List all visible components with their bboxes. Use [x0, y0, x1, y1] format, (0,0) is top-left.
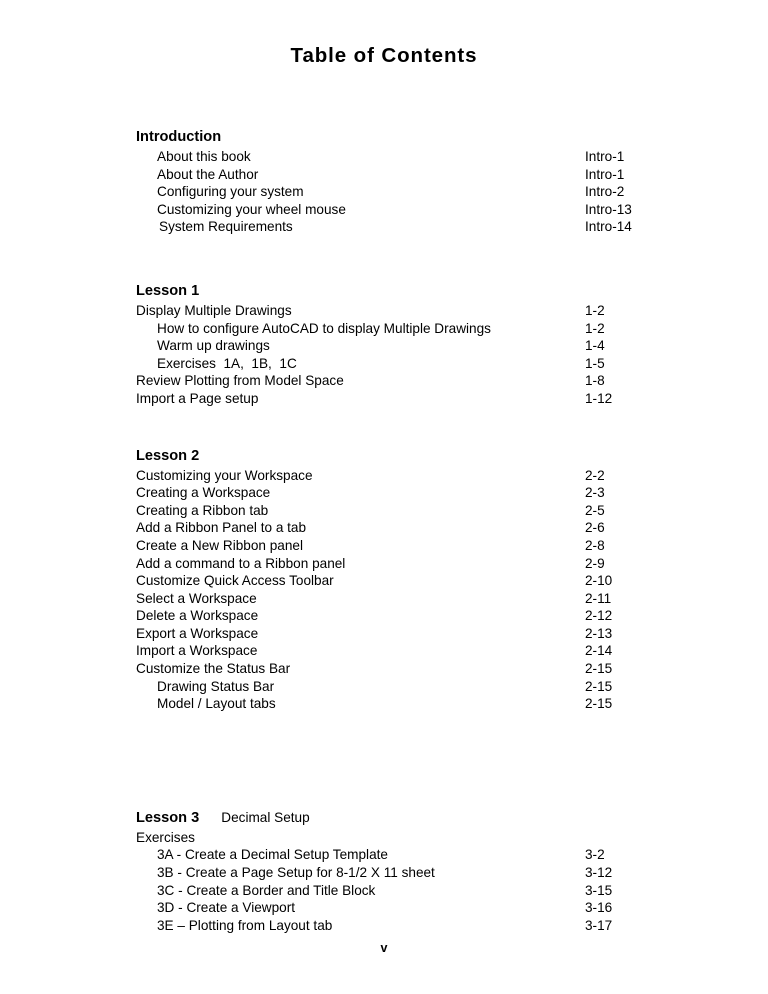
toc-entry-page-number: 2-15: [585, 661, 613, 677]
toc-entry-label: Add a Ribbon Panel to a tab: [136, 520, 307, 536]
toc-entry-page-number: 2-3: [585, 485, 605, 501]
toc-entry-label: 3B - Create a Page Setup for 8-1/2 X 11 sheet: [157, 865, 435, 881]
toc-entry[interactable]: [136, 218, 656, 236]
toc-entry-label: Export a Workspace: [136, 625, 259, 641]
toc-entry-page-number: 3-15: [585, 882, 613, 898]
toc-entry[interactable]: [136, 864, 656, 882]
toc-entry-label: Warm up drawings: [157, 338, 270, 354]
toc-entry-label: How to configure AutoCAD to display Multiple Drawings: [157, 320, 491, 336]
section-spacer: [136, 408, 656, 447]
toc-entry[interactable]: [136, 660, 656, 678]
toc-section: [136, 128, 656, 236]
toc-entry[interactable]: [136, 372, 656, 390]
section-heading-label: Lesson 3: [136, 809, 200, 826]
toc-entry-label: Customize Quick Access Toolbar: [136, 573, 334, 589]
toc-entry[interactable]: [136, 607, 656, 625]
toc-section: [136, 282, 656, 408]
toc-entry-page-number: 2-9: [585, 555, 605, 571]
toc-entry[interactable]: [136, 899, 656, 917]
toc-entry-page-number: 1-5: [585, 355, 605, 371]
footer-page-number: v: [380, 941, 388, 955]
toc-entry-page-number: 2-2: [585, 467, 605, 483]
toc-entry[interactable]: [136, 829, 656, 847]
toc-entry[interactable]: [136, 882, 656, 900]
toc-entry-label: Import a Page setup: [136, 390, 259, 406]
section-subtitle: Decimal Setup: [221, 809, 310, 825]
toc-entry-page-number: Intro-2: [585, 184, 625, 200]
toc-entry-label: Configuring your system: [157, 184, 304, 200]
toc-entry[interactable]: [136, 484, 656, 502]
section-spacer: [136, 713, 656, 808]
toc-entry-page-number: Intro-13: [585, 201, 632, 217]
toc-entry[interactable]: [136, 625, 656, 643]
toc-entry-page-number: 2-14: [585, 643, 613, 659]
toc-entry-label: About the Author: [157, 166, 259, 182]
toc-entry[interactable]: [136, 678, 656, 696]
toc-entry-page-number: 2-15: [585, 678, 613, 694]
toc-entry-label: 3C - Create a Border and Title Block: [157, 882, 376, 898]
toc-entry-page-number: 3-2: [585, 847, 605, 863]
toc-entry-label: Select a Workspace: [136, 590, 257, 606]
toc-entry[interactable]: [136, 642, 656, 660]
section-spacer: [136, 236, 656, 282]
toc-entry-label: 3D - Create a Viewport: [157, 900, 296, 916]
toc-entry[interactable]: [136, 302, 656, 320]
section-heading-label: Lesson 2: [136, 447, 200, 464]
toc-entry-label: Import a Workspace: [136, 643, 258, 659]
toc-entry[interactable]: [136, 846, 656, 864]
toc-entry[interactable]: [136, 590, 656, 608]
toc-entry-page-number: 2-13: [585, 625, 613, 641]
toc-entry[interactable]: [136, 201, 656, 219]
toc-section: [136, 447, 656, 713]
section-heading-label: Introduction: [136, 129, 222, 145]
toc-entry-label: Review Plotting from Model Space: [136, 373, 344, 389]
toc-content: [136, 128, 656, 934]
toc-entry[interactable]: [136, 537, 656, 555]
toc-entry-label: Create a New Ribbon panel: [136, 537, 304, 553]
toc-entry-page-number: Intro-1: [585, 149, 625, 164]
toc-entry-page-number: Intro-1: [585, 166, 625, 182]
toc-entry-page-number: 2-11: [585, 590, 612, 606]
toc-entry-page-number: 2-5: [585, 502, 605, 518]
toc-entry-page-number: 3-17: [585, 917, 613, 933]
toc-entry-page-number: 1-2: [585, 302, 605, 318]
toc-section: [136, 808, 656, 935]
toc-entry-page-number: 1-8: [585, 373, 605, 389]
toc-entry-label: Customizing your wheel mouse: [157, 201, 346, 217]
toc-entry[interactable]: [136, 519, 656, 537]
toc-entry-page-number: Intro-14: [585, 219, 632, 235]
toc-entry-label: 3E – Plotting from Layout tab: [157, 917, 333, 933]
toc-entry[interactable]: [136, 320, 656, 338]
page-title: Table of Contents: [290, 44, 478, 67]
section-heading-label: Lesson 1: [136, 282, 200, 299]
toc-entry[interactable]: [136, 572, 656, 590]
toc-entry-label: System Requirements: [159, 219, 293, 235]
toc-entry[interactable]: [136, 502, 656, 520]
toc-entry-label: Add a command to a Ribbon panel: [136, 555, 346, 571]
toc-entry[interactable]: [136, 355, 656, 373]
toc-entry[interactable]: [136, 183, 656, 201]
toc-entry[interactable]: [136, 917, 656, 935]
toc-entry-page-number: 1-2: [585, 320, 605, 336]
toc-entry-label: Creating a Ribbon tab: [136, 502, 269, 518]
section-heading: [136, 128, 656, 147]
toc-entry-label: Creating a Workspace: [136, 485, 271, 501]
toc-entry-label: Model / Layout tabs: [157, 696, 276, 712]
toc-entry-page-number: 2-8: [585, 537, 605, 553]
toc-entry-page-number: 3-16: [585, 900, 613, 916]
toc-entry-page-number: 1-12: [585, 390, 613, 406]
toc-entry-page-number: 2-12: [585, 608, 613, 624]
toc-entry-label: 3A - Create a Decimal Setup Template: [157, 847, 388, 863]
toc-entry-label: Customize the Status Bar: [136, 661, 291, 677]
toc-entry[interactable]: [136, 555, 656, 573]
section-heading: [136, 282, 656, 301]
toc-entry-page-number: 2-10: [585, 573, 613, 589]
toc-entry-page-number: 1-4: [585, 338, 605, 354]
toc-entry[interactable]: [136, 390, 656, 408]
toc-entry[interactable]: [136, 467, 656, 485]
toc-entry[interactable]: [136, 695, 656, 713]
toc-entry-label: Display Multiple Drawings: [136, 302, 292, 318]
toc-entry-page-number: 2-15: [585, 696, 613, 712]
toc-entry-label: Customizing your Workspace: [136, 467, 313, 483]
section-heading: [136, 808, 656, 828]
toc-entry[interactable]: [136, 166, 656, 184]
toc-entry[interactable]: [136, 337, 656, 355]
toc-entry-label: Delete a Workspace: [136, 608, 259, 624]
toc-entry-page-number: 2-6: [585, 520, 605, 536]
toc-entry[interactable]: [136, 148, 656, 166]
toc-entry-label: Exercises 1A, 1B, 1C: [157, 355, 297, 371]
section-heading: [136, 447, 656, 466]
toc-entry-label: Exercises: [136, 829, 195, 845]
toc-entry-label: Drawing Status Bar: [157, 678, 275, 694]
toc-entry-label: About this book: [157, 149, 251, 164]
toc-entry-page-number: 3-12: [585, 865, 613, 881]
